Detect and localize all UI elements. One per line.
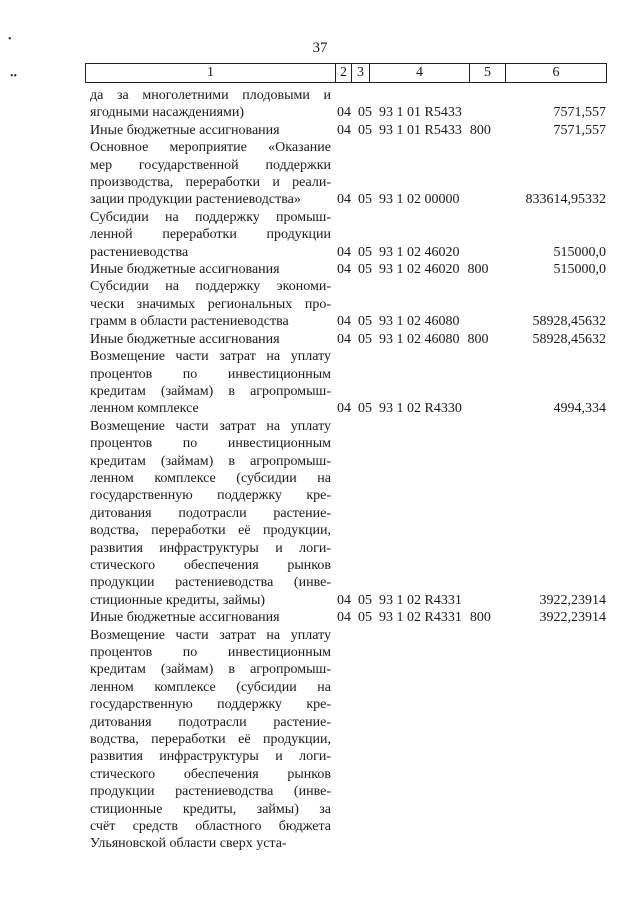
row-code (337, 609, 491, 626)
row-code (337, 313, 468, 330)
description-line: процентов по инвестиционным (90, 436, 331, 452)
table-row (0, 348, 640, 418)
budget-code: 04 05 93 1 02 R4330 (337, 401, 462, 417)
description-line: Субсидии на поддержку экономи- (90, 279, 331, 295)
description-line: дитования подотрасли растение- (90, 505, 331, 521)
table-row (0, 627, 640, 853)
table-row (0, 209, 640, 261)
description-line: Субсидии на поддержку промыш- (90, 209, 331, 225)
row-amount: 833614,95332 (525, 192, 606, 208)
description-line: Возмещение части затрат на уплату (90, 418, 331, 434)
description-line: дитования подотрасли растение- (90, 714, 331, 730)
description-line: Ульяновской области сверх уста- (90, 836, 287, 852)
description-line: водства, переработки её продукции, (90, 732, 331, 748)
row-amount: 515000,0 (553, 244, 606, 260)
table-row (0, 278, 640, 330)
row-description (90, 87, 331, 122)
description-line: государственную поддержку кре- (90, 488, 331, 504)
description-line: процентов по инвестиционным (90, 366, 331, 382)
row-description (90, 122, 331, 139)
table-row (0, 331, 640, 348)
page-number: 37 (312, 40, 328, 56)
table-row (0, 139, 640, 209)
row-description (90, 278, 331, 330)
expense-type: 800 (469, 610, 491, 626)
budget-code: 04 05 93 1 02 00000 (337, 192, 460, 208)
row-description (90, 261, 331, 278)
description-line: ленной переработки продукции (90, 227, 331, 243)
table-header (85, 63, 607, 83)
description-line: ленном комплексе (субсидии на (90, 470, 331, 486)
budget-code: 04 05 93 1 02 46080 (337, 331, 460, 347)
row-description (90, 418, 331, 609)
row-code (337, 400, 470, 417)
description-line: да за многолетними плодовыми и (90, 88, 331, 103)
scan-mark: •• (10, 71, 18, 82)
row-amount: 58928,45632 (532, 331, 606, 347)
header-col-5: 5 (470, 64, 506, 82)
budget-code: 04 05 93 1 02 46020 (337, 244, 460, 260)
table-row (0, 418, 640, 609)
description-line: растениеводства (90, 244, 189, 260)
header-col-6: 6 (552, 65, 560, 80)
row-amount: 7571,557 (553, 105, 606, 121)
expense-type: 800 (467, 262, 489, 278)
description-line: Возмещение части затрат на уплату (90, 349, 331, 365)
description-line: Иные бюджетные ассигнования (90, 122, 280, 138)
row-amount: 3922,23914 (539, 592, 606, 608)
description-line: стиционные кредиты, займы) (90, 592, 266, 608)
description-line: зации продукции растениеводства» (90, 192, 301, 208)
description-line: государственную поддержку кре- (90, 697, 331, 713)
row-code (337, 191, 468, 208)
header-col-2: 2 (336, 64, 352, 82)
description-line: водства, переработки её продукции, (90, 523, 331, 539)
row-code (337, 592, 470, 609)
row-description (90, 209, 331, 261)
row-code (337, 122, 491, 139)
budget-code: 04 05 93 1 02 R4331 (337, 592, 462, 608)
header-col-1: 1 (86, 64, 336, 82)
description-line: стического обеспечения рынков (90, 766, 331, 782)
description-line: развития инфраструктуры и логи- (90, 749, 331, 765)
table-row (0, 122, 640, 139)
expense-type: 800 (467, 331, 489, 347)
description-line: Основное мероприятие «Оказание (90, 140, 331, 156)
row-code (337, 331, 489, 348)
table-row (0, 261, 640, 278)
description-line: ягодными насаждениями) (90, 105, 245, 121)
row-code (337, 261, 489, 278)
description-line: Возмещение части затрат на уплату (90, 627, 331, 643)
row-amount: 3922,23914 (539, 610, 606, 626)
description-line: кредитам (займам) в агропромыш- (90, 453, 331, 469)
description-line: стического обеспечения рынков (90, 557, 331, 573)
description-line: Иные бюджетные ассигнования (90, 610, 280, 626)
row-code (337, 244, 468, 261)
description-line: счёт средств областного бюджета (90, 819, 331, 835)
table-row (0, 609, 640, 626)
row-amount: 4994,334 (553, 401, 606, 417)
budget-code: 04 05 93 1 01 R5433 (337, 122, 462, 138)
scan-mark: • (8, 34, 12, 45)
row-amount: 58928,45632 (532, 314, 606, 330)
row-description (90, 348, 331, 418)
description-line: развития инфраструктуры и логи- (90, 540, 331, 556)
description-line: грамм в области растениеводства (90, 314, 289, 330)
row-amount: 515000,0 (553, 262, 606, 278)
row-description (90, 609, 331, 626)
description-line: Иные бюджетные ассигнования (90, 331, 280, 347)
description-line: производства, переработки и реали- (90, 175, 331, 191)
budget-table (0, 87, 640, 853)
row-code (337, 835, 345, 852)
description-line: чески значимых региональных про- (90, 296, 331, 312)
description-line: стиционные кредиты, займы) за (90, 801, 331, 817)
row-amount: 7571,557 (553, 122, 606, 138)
description-line: Иные бюджетные ассигнования (90, 262, 280, 278)
description-line: кредитам (займам) в агропромыш- (90, 662, 331, 678)
description-line: ленном комплексе (90, 401, 199, 417)
row-description (90, 139, 331, 209)
header-col-4: 4 (370, 64, 470, 82)
row-code (337, 104, 470, 121)
budget-code: 04 05 93 1 02 R4331 (337, 610, 462, 626)
budget-code: 04 05 93 1 02 46080 (337, 314, 460, 330)
description-line: мер государственной поддержки (90, 157, 331, 173)
description-line: ленном комплексе (субсидии на (90, 679, 331, 695)
budget-code: 04 05 93 1 01 R5433 (337, 105, 462, 121)
table-row (0, 87, 640, 122)
expense-type: 800 (469, 122, 491, 138)
description-line: продукции растениеводства (инве- (90, 575, 331, 591)
row-description (90, 331, 331, 348)
row-description (90, 627, 331, 853)
budget-code: 04 05 93 1 02 46020 (337, 262, 460, 278)
description-line: продукции растениеводства (инве- (90, 784, 331, 800)
header-col-3: 3 (352, 64, 370, 82)
description-line: процентов по инвестиционным (90, 645, 331, 660)
description-line: кредитам (займам) в агропромыш- (90, 383, 331, 399)
